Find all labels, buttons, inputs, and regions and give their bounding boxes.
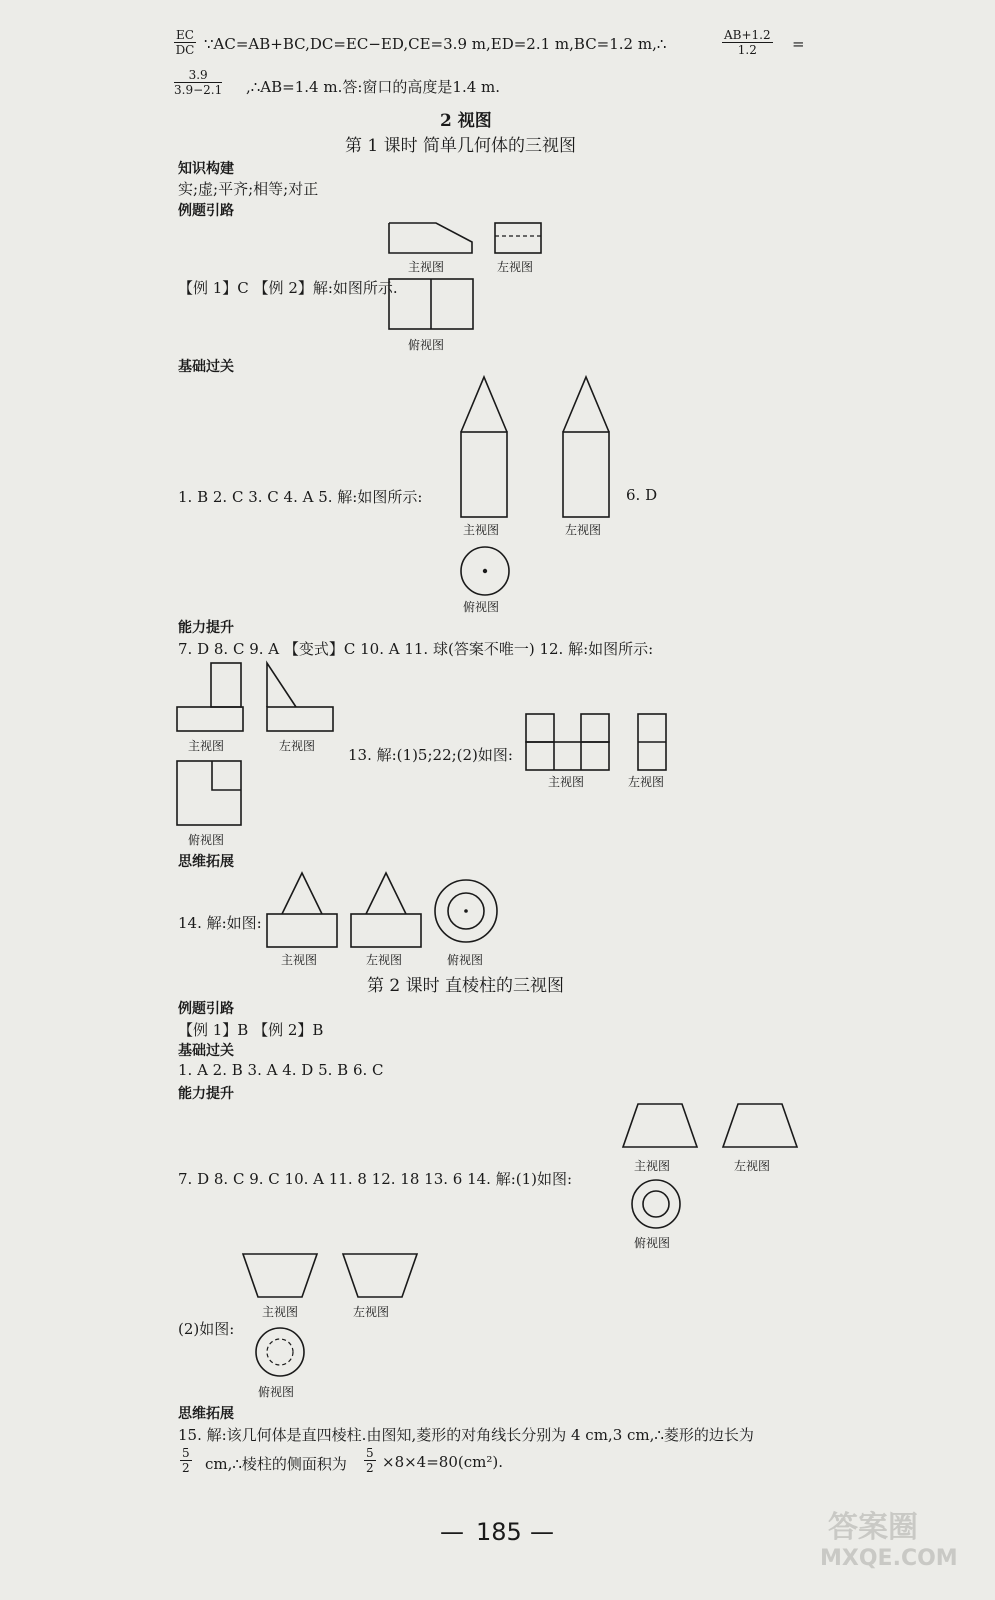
q14-2-top-view: [254, 1326, 306, 1378]
fraction-numerator: 3.9: [174, 68, 222, 83]
section-heading: 思维拓展: [178, 1406, 234, 1422]
lesson-1-title: 第 1 课时 简单几何体的三视图: [345, 136, 577, 156]
fraction-3-9: [174, 68, 222, 97]
caption-front-view: 主视图: [463, 523, 500, 537]
caption-left-view: 左视图: [353, 1305, 390, 1319]
q15-line-2a: cm,∴棱柱的侧面积为: [205, 1455, 347, 1473]
q15-line-1: 15. 解:该几何体是直四棱柱.由图知,菱形的对角线长分别为 4 cm,3 cm,∴菱形的边长为: [178, 1426, 754, 1444]
equation-line-1: ∵AC=AB+BC,DC=EC−ED,CE=3.9 m,ED=2.1 m,BC=1.2 m,∴: [204, 35, 667, 53]
q12-front-view: [176, 662, 244, 732]
caption-front-view: 主视图: [281, 953, 318, 967]
fraction-ab: [722, 28, 773, 57]
q5-front-view: [460, 376, 508, 518]
caption-left-view: 左视图: [366, 953, 403, 967]
fraction-denominator: 2: [366, 1461, 374, 1475]
fraction-denominator: DC: [175, 43, 195, 57]
fraction-ec-dc: [174, 28, 196, 57]
q12-left-view: [266, 662, 334, 732]
watermark-url: MXQE.COM: [820, 1546, 958, 1571]
caption-top-view: 俯视图: [408, 338, 445, 352]
q14-front-view: [266, 872, 338, 948]
caption-front-view: 主视图: [548, 775, 585, 789]
fraction-numerator: 5: [366, 1446, 374, 1460]
basic-answer-6: 6. D: [626, 486, 658, 504]
page-number-dash: —: [440, 1518, 464, 1546]
q14-answer: 14. 解:如图:: [178, 914, 262, 932]
caption-top-view: 俯视图: [188, 833, 225, 847]
fraction-denominator: 3.9−2.1: [174, 83, 223, 97]
fraction-5-2: [364, 1446, 376, 1475]
section-heading: 基础过关: [178, 359, 234, 375]
section-heading: 例题引路: [178, 1001, 234, 1017]
basic-answers-2: 1. A 2. B 3. A 4. D 5. B 6. C: [178, 1061, 384, 1079]
caption-top-view: 俯视图: [447, 953, 484, 967]
caption-front-view: 主视图: [634, 1159, 671, 1173]
knowledge-answers: 实;虚;平齐;相等;对正: [178, 180, 319, 198]
caption-left-view: 左视图: [628, 775, 665, 789]
page-number: 185: [476, 1518, 522, 1546]
q13-answer: 13. 解:(1)5;22;(2)如图:: [348, 746, 513, 764]
caption-front-view: 主视图: [262, 1305, 299, 1319]
chapter-title: 2 视图: [440, 111, 492, 131]
section-heading: 能力提升: [178, 1086, 234, 1102]
fraction-5-2: [180, 1446, 192, 1475]
lesson-2-title: 第 2 课时 直棱柱的三视图: [367, 976, 565, 996]
caption-top-view: 俯视图: [463, 600, 500, 614]
caption-left-view: 左视图: [565, 523, 602, 537]
equation-line-2: ,∴AB=1.4 m.答:窗口的高度是1.4 m.: [246, 78, 501, 96]
fraction-numerator: EC: [176, 28, 194, 42]
fraction-denominator: 2: [182, 1461, 190, 1475]
section-heading: 思维拓展: [178, 854, 234, 870]
basic-answers: 1. B 2. C 3. C 4. A 5. 解:如图所示:: [178, 488, 423, 506]
section-heading: 基础过关: [178, 1043, 234, 1059]
caption-left-view: 左视图: [279, 739, 316, 753]
q5-left-view: [562, 376, 610, 518]
q14-top-view: [433, 878, 499, 944]
ability-answers-2: 7. D 8. C 9. C 10. A 11. 8 12. 18 13. 6 14. 解:(1)如图:: [178, 1170, 573, 1188]
fraction-denominator: 1.2: [737, 43, 757, 57]
equals-sign: =: [792, 35, 805, 53]
q15-line-2b: ×8×4=80(cm²).: [382, 1453, 503, 1471]
q14-1-left-view: [722, 1103, 798, 1149]
q14-1-front-view: [622, 1103, 698, 1149]
q5-top-view: [459, 545, 511, 597]
caption-top-view: 俯视图: [258, 1385, 295, 1399]
q14-1-top-view: [630, 1178, 682, 1230]
caption-front-view: 主视图: [408, 260, 445, 274]
q14-2-answer: (2)如图:: [178, 1320, 235, 1338]
section-heading: 知识构建: [178, 161, 234, 177]
caption-top-view: 俯视图: [634, 1236, 671, 1250]
q13-front-view: [525, 713, 611, 771]
q14-2-left-view: [342, 1253, 418, 1299]
example-left-view: [494, 222, 542, 254]
example-top-view: [388, 278, 474, 330]
caption-front-view: 主视图: [188, 739, 225, 753]
fraction-numerator: AB+1.2: [724, 28, 771, 42]
example-answers-2: 【例 1】B 【例 2】B: [178, 1021, 324, 1039]
example-front-view: [388, 222, 474, 254]
section-heading: 例题引路: [178, 203, 234, 219]
ability-answers: 7. D 8. C 9. A 【变式】C 10. A 11. 球(答案不唯一) 12. 解:如图所示:: [178, 640, 654, 658]
fraction-numerator: 5: [182, 1446, 190, 1460]
watermark-logo: 答案圈: [828, 1510, 918, 1545]
caption-left-view: 左视图: [734, 1159, 771, 1173]
q13-left-view: [637, 713, 669, 771]
caption-left-view: 左视图: [497, 260, 534, 274]
section-heading: 能力提升: [178, 620, 234, 636]
q14-2-front-view: [242, 1253, 318, 1299]
q12-top-view: [176, 760, 244, 828]
page-number-dash: —: [530, 1518, 554, 1546]
example-answers: 【例 1】C 【例 2】解:如图所示.: [178, 279, 398, 297]
q14-left-view: [350, 872, 422, 948]
